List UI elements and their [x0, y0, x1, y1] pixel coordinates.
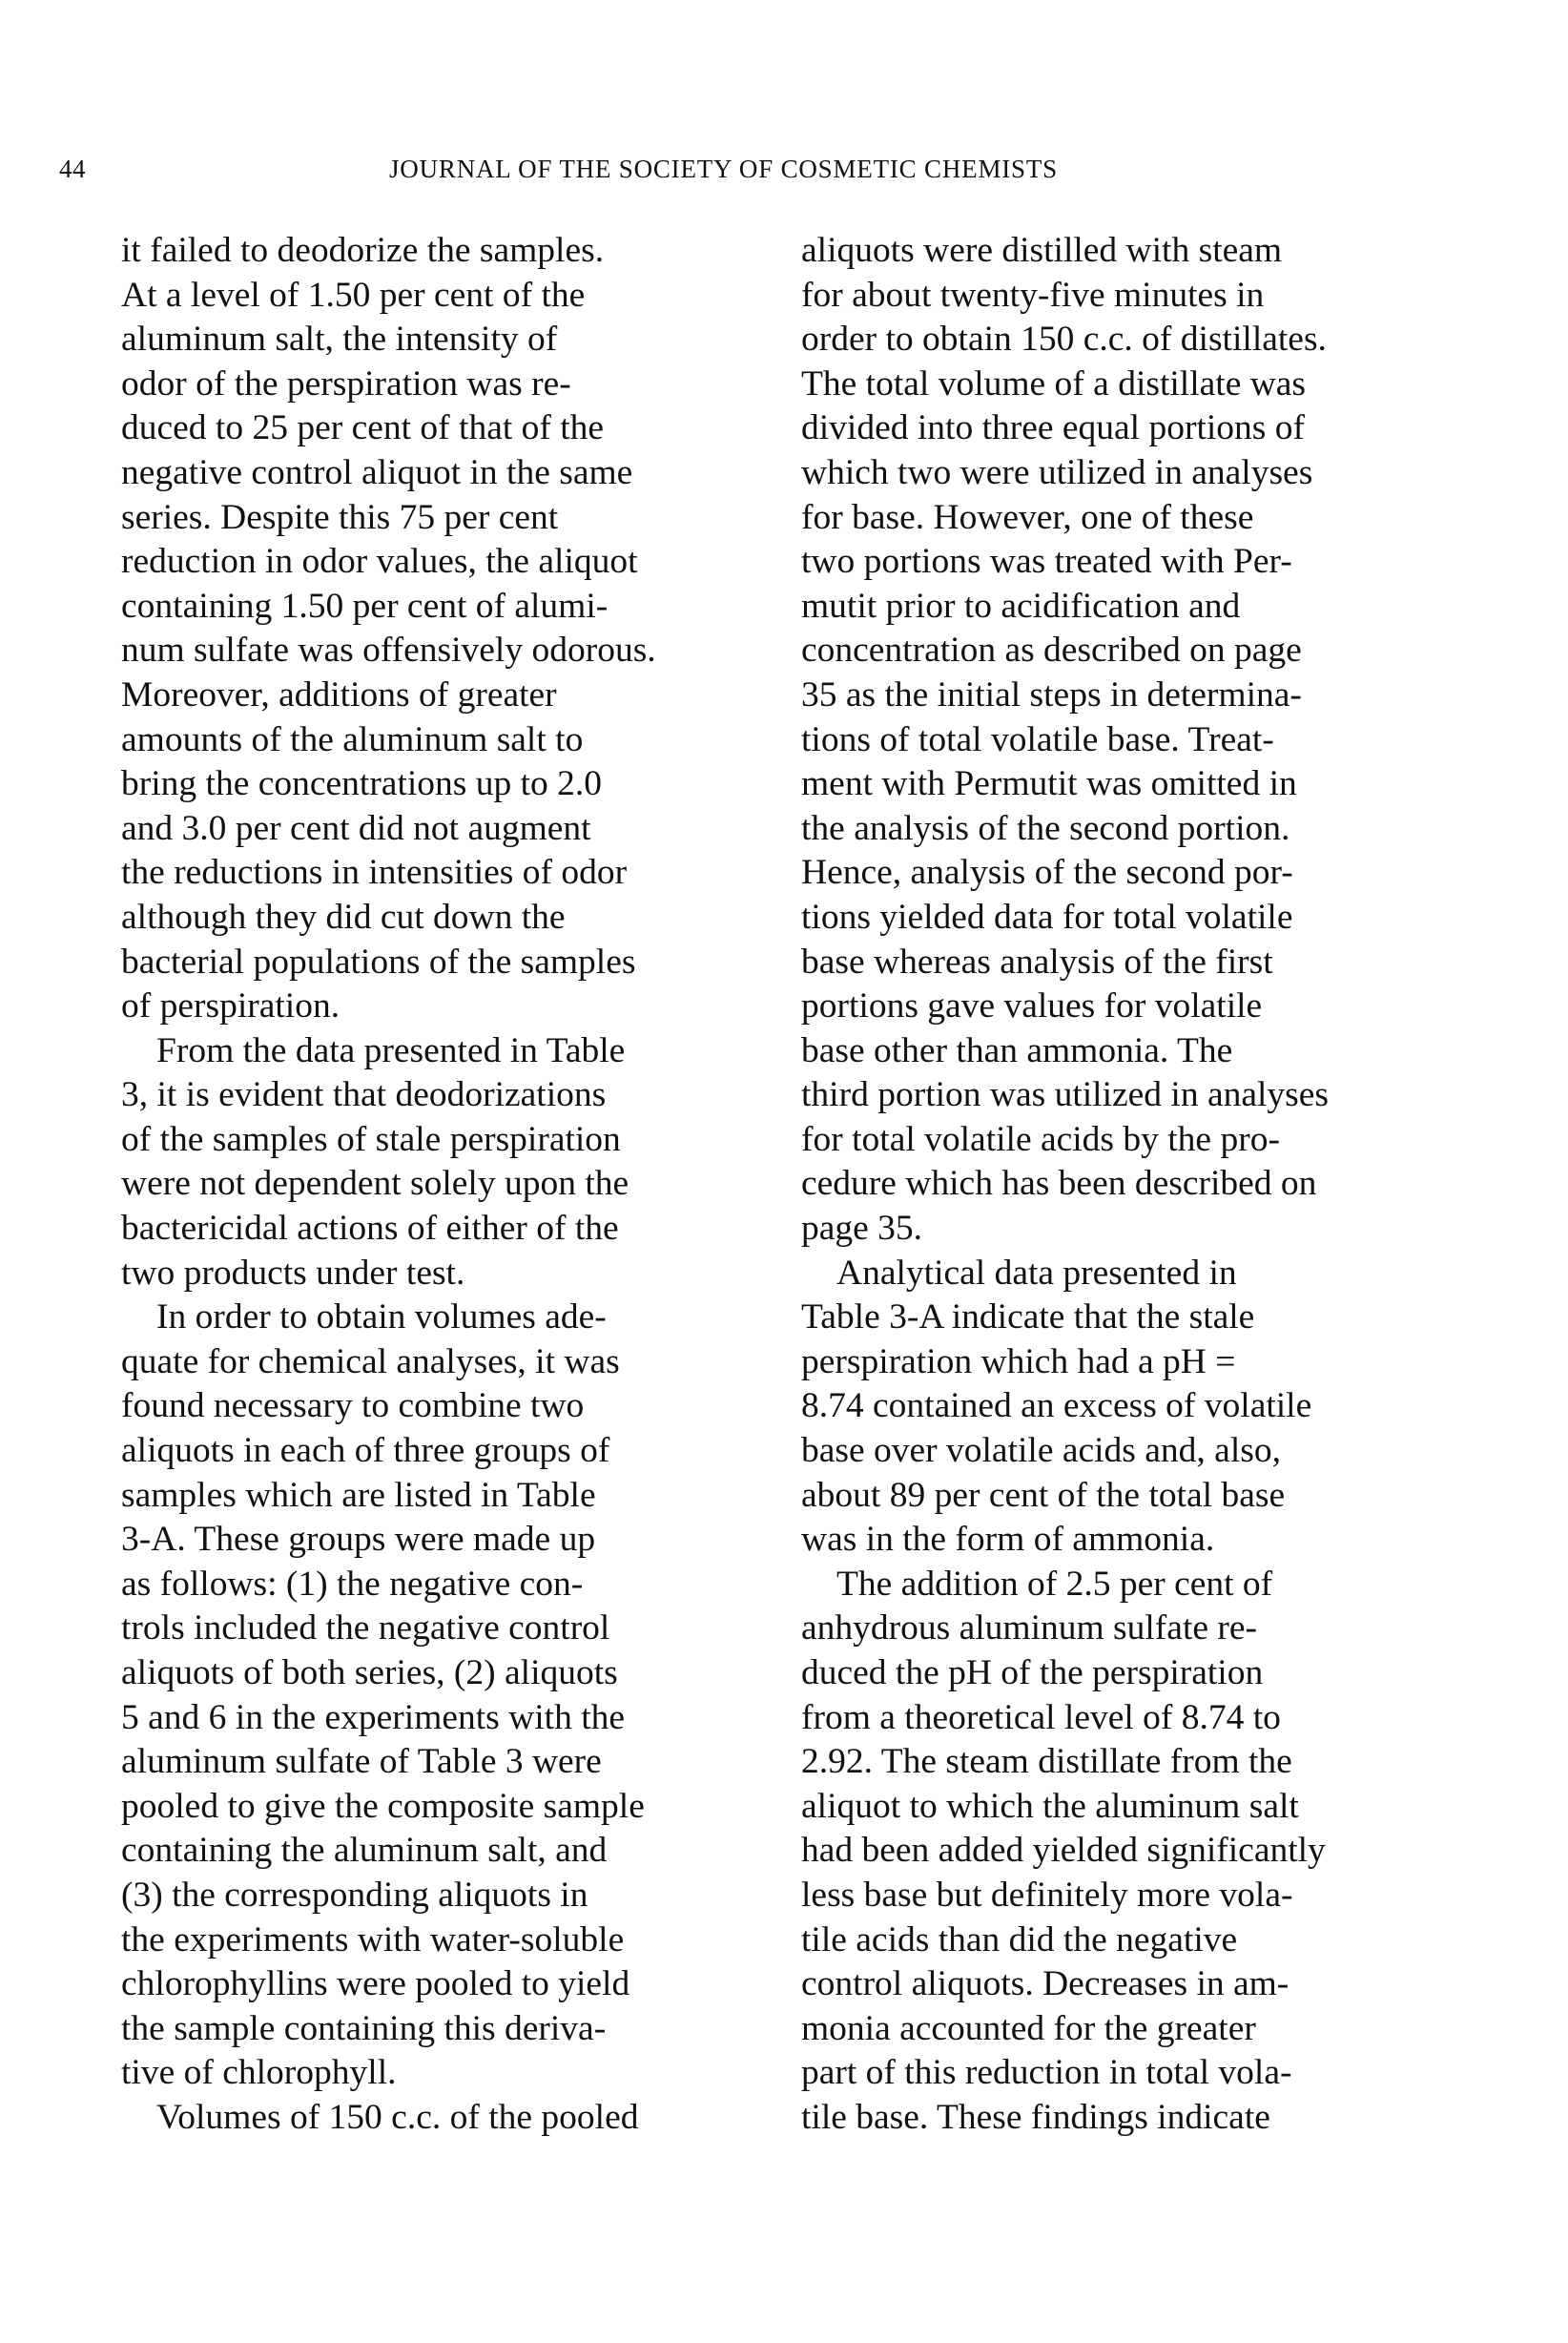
text-line: series. Despite this 75 per cent: [121, 497, 559, 537]
text-line: aliquots were distilled with steam: [801, 231, 1283, 270]
text-line: and 3.0 per cent did not augment: [121, 808, 591, 848]
text-line: Hence, analysis of the second por-: [801, 853, 1293, 893]
text-line: ment with Permutit was omitted in: [801, 764, 1297, 804]
text-line: bring the concentrations up to 2.0: [121, 764, 603, 804]
text-line: divided into three equal portions of: [801, 408, 1306, 448]
text-line: duced to 25 per cent of that of the: [121, 408, 605, 448]
text-line: although they did cut down the: [121, 897, 566, 937]
text-line: page 35.: [801, 1209, 923, 1249]
text-line: which two were utilized in analyses: [801, 452, 1313, 492]
text-line: aluminum sulfate of Table 3 were: [121, 1742, 602, 1782]
text-line: as follows: (1) the negative con-: [121, 1564, 584, 1604]
text-line: aliquots of both series, (2) aliquots: [121, 1653, 618, 1692]
text-line: 5 and 6 in the experiments with the: [121, 1697, 626, 1737]
text-line: order to obtain 150 c.c. of distillates.: [801, 320, 1327, 360]
text-line: aliquots in each of three groups of: [121, 1431, 610, 1471]
text-line: The total volume of a distillate was: [801, 363, 1307, 404]
text-line: about 89 per cent of the total base: [801, 1475, 1286, 1515]
page-number: 44: [59, 155, 86, 183]
text-line: control aliquots. Decreases in am-: [801, 1964, 1289, 2004]
text-line: the experiments with water-soluble: [121, 1919, 625, 1959]
text-line: 3, it is evident that deodorizations: [121, 1075, 607, 1115]
text-line: aluminum salt, the intensity of: [121, 320, 558, 360]
text-line: num sulfate was offensively odorous.: [121, 631, 656, 671]
text-line: of the samples of stale perspiration: [121, 1119, 621, 1159]
paragraph-start: From the data presented in Table: [156, 1030, 626, 1070]
paragraph-start: In order to obtain volumes ade-: [156, 1297, 607, 1337]
left-column: [121, 229, 656, 2141]
journal-title: JOURNAL OF THE SOCIETY OF COSMETIC CHEMISTS: [389, 155, 1058, 183]
text-line: aliquot to which the aluminum salt: [801, 1786, 1299, 1826]
text-line: 8.74 contained an excess of volatile: [801, 1386, 1312, 1426]
text-line: tile acids than did the negative: [801, 1919, 1238, 1959]
paragraph-start: Volumes of 150 c.c. of the pooled: [156, 2097, 639, 2137]
text-line: amounts of the aluminum salt to: [121, 719, 584, 759]
text-line: negative control aliquot in the same: [121, 452, 633, 492]
text-line: bacterial populations of the samples: [121, 942, 636, 982]
text-line: 35 as the initial steps in determina-: [801, 674, 1302, 715]
text-line: base over volatile acids and, also,: [801, 1431, 1281, 1471]
text-line: duced the pH of the perspiration: [801, 1653, 1264, 1692]
text-line: less base but definitely more vola-: [801, 1875, 1293, 1915]
text-line: tive of chlorophyll.: [121, 2053, 397, 2093]
text-line: Moreover, additions of greater: [121, 674, 557, 715]
text-line: containing 1.50 per cent of alumi-: [121, 586, 609, 626]
text-line: trols included the negative control: [121, 1608, 610, 1648]
text-line: mutit prior to acidification and: [801, 586, 1241, 626]
text-line: tions yielded data for total volatile: [801, 897, 1293, 937]
text-line: concentration as described on page: [801, 631, 1302, 671]
text-line: from a theoretical level of 8.74 to: [801, 1697, 1281, 1737]
right-column: [801, 229, 1330, 2141]
text-line: the sample containing this deriva-: [121, 2008, 607, 2048]
text-line: of perspiration.: [121, 986, 340, 1026]
text-line: portions gave values for volatile: [801, 986, 1263, 1026]
text-line: perspiration which had a pH =: [801, 1341, 1236, 1381]
text-line: containing the aluminum salt, and: [121, 1831, 608, 1871]
text-line: tions of total volatile base. Treat-: [801, 719, 1274, 759]
text-line: odor of the perspiration was re-: [121, 363, 571, 404]
text-line: At a level of 1.50 per cent of the: [121, 275, 586, 315]
text-line: found necessary to combine two: [121, 1386, 585, 1426]
text-line: two portions was treated with Per-: [801, 542, 1292, 582]
text-line: chlorophyllins were pooled to yield: [121, 1964, 630, 2004]
text-line: quate for chemical analyses, it was: [121, 1341, 620, 1381]
text-line: base other than ammonia. The: [801, 1030, 1233, 1070]
text-line: anhydrous aluminum sulfate re-: [801, 1608, 1257, 1648]
text-line: two products under test.: [121, 1253, 465, 1293]
text-line: pooled to give the composite sample: [121, 1786, 645, 1826]
text-line: for total volatile acids by the pro-: [801, 1119, 1280, 1159]
text-line: were not dependent solely upon the: [121, 1164, 629, 1204]
text-line: bactericidal actions of either of the: [121, 1209, 619, 1249]
text-line: base whereas analysis of the first: [801, 942, 1273, 982]
text-line: part of this reduction in total vola-: [801, 2053, 1292, 2093]
text-line: for base. However, one of these: [801, 497, 1254, 537]
text-line: cedure which has been described on: [801, 1164, 1317, 1204]
text-line: third portion was utilized in analyses: [801, 1075, 1330, 1115]
text-line: 3-A. These groups were made up: [121, 1520, 596, 1560]
text-line: tile base. These findings indicate: [801, 2097, 1270, 2137]
text-line: samples which are listed in Table: [121, 1475, 596, 1515]
running-head: [0, 155, 1568, 193]
text-line: had been added yielded significantly: [801, 1831, 1326, 1871]
text-line: for about twenty-five minutes in: [801, 275, 1265, 315]
text-line: monia accounted for the greater: [801, 2008, 1256, 2048]
text-line: was in the form of ammonia.: [801, 1520, 1215, 1560]
paragraph-start: The addition of 2.5 per cent of: [836, 1564, 1273, 1604]
paragraph-start: Analytical data presented in: [836, 1253, 1237, 1293]
text-line: Table 3-A indicate that the stale: [801, 1297, 1255, 1337]
text-line: the analysis of the second portion.: [801, 808, 1290, 848]
text-line: 2.92. The steam distillate from the: [801, 1742, 1292, 1782]
text-line: the reductions in intensities of odor: [121, 853, 628, 893]
text-line: it failed to deodorize the samples.: [121, 231, 605, 270]
text-line: reduction in odor values, the aliquot: [121, 542, 638, 582]
text-line: (3) the corresponding aliquots in: [121, 1875, 588, 1915]
